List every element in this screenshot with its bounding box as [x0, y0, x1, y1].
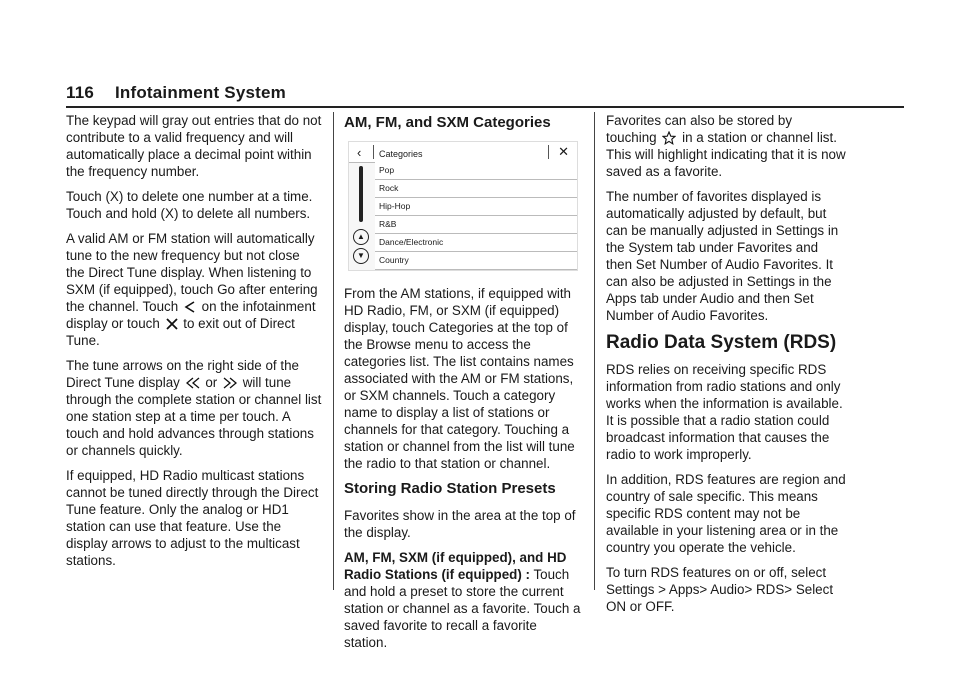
column-3: [606, 112, 846, 623]
screen-title: Categories: [379, 149, 423, 159]
column-divider: [594, 112, 595, 590]
column-2: [344, 112, 582, 659]
list-item: Dance/Electronic: [375, 234, 577, 252]
list-item: Hip-Hop: [375, 198, 577, 216]
tune-up-icon: [223, 377, 237, 389]
text: to exit out of Direct Tune.: [66, 316, 295, 348]
paragraph: [66, 357, 322, 459]
paragraph: The keypad will gray out entries that do not contribute to a valid frequency and will automatically place a decimal point within the frequency number.: [66, 113, 322, 179]
category-list: [375, 162, 577, 270]
list-item: Rock: [375, 180, 577, 198]
list-item: R&B: [375, 216, 577, 234]
paragraph: Touch (X) to delete one number at a time. Touch and hold (X) to delete all numbers.: [66, 189, 313, 221]
column-1: [66, 112, 322, 577]
screen-title-bar: [349, 142, 577, 163]
paragraph: [66, 230, 322, 349]
paragraph: If equipped, HD Radio multicast stations cannot be tuned directly through the Direct Tune feature. Only the analog or HD1 station can use that feature. Use the display arrows to adjust to the multicast stations.: [66, 468, 319, 568]
list-item: Pop: [375, 162, 577, 180]
paragraph: In addition, RDS features are region and country of sale specific. This means specific RDS content may not be available in your listening area or in the country you operate the vehicle.: [606, 472, 846, 555]
text: in a station or channel list. This will highlight indicating that it is now saved as a favorite.: [606, 130, 846, 179]
section-title: Infotainment System: [114, 83, 286, 102]
paragraph: [344, 549, 582, 651]
divider: [373, 145, 374, 159]
subsection-heading: Storing Radio Station Presets: [344, 480, 556, 497]
list-item: Country: [375, 252, 577, 270]
scroll-bar: [359, 166, 363, 222]
page-header: [66, 83, 286, 103]
star-icon: [662, 131, 676, 145]
close-icon: [166, 318, 178, 330]
paragraph: To turn RDS features on or off, select Settings > Apps> Audio> RDS> Select ON or OFF.: [606, 565, 834, 614]
header-rule: [66, 106, 904, 108]
back-arrow-icon: ‹: [357, 145, 362, 160]
text: will tune through the complete station or channel list one station step at a time per touch. A touch and hold advances through stations or channels quickly.: [66, 375, 322, 458]
text: A valid AM or FM station will automatically tune to the new frequency but not close the Direct Tune display. When listening to SXM (if equipped), touch Go after entering the channel. Touch: [66, 231, 318, 314]
text: or: [205, 375, 218, 390]
text: The tune arrows on the right side of the Direct Tune display: [66, 358, 299, 390]
categories-screen-figure: [348, 141, 578, 271]
text: on the infotainment display or touch: [66, 299, 316, 331]
divider: [548, 145, 549, 159]
text: Favorites can also be stored by touching: [606, 113, 793, 145]
page-number: 116: [66, 83, 95, 102]
paragraph: [606, 112, 846, 180]
scroll-down-icon: ▼: [353, 248, 369, 264]
paragraph: Favorites show in the area at the top of the display.: [344, 508, 576, 540]
text: Touch and hold a preset to store the current station or channel as a favorite. Touch a saved favorite to recall a favorite station.: [344, 567, 581, 650]
paragraph: The number of favorites displayed is automatically adjusted by default, but can be manually adjusted in Settings in the System tab under Favorites and then Set Number of Audio Favorites. It can also be adjusted in Settings in the Apps tab under Audio and then Set Number of Audio Favorites.: [606, 189, 839, 323]
tune-down-icon: [186, 377, 200, 389]
bold-lead: AM, FM, SXM (if equipped), and HD Radio Stations (if equipped) :: [344, 550, 567, 582]
back-arrow-icon: [184, 301, 196, 313]
paragraph: From the AM stations, if equipped with HD Radio, FM, or SXM (if equipped) display, touch Categories at the top of the Browse menu to access the categories list. The list contains names associated with the AM or FM stations, or SXM channels. Touch a category name to display a list of stations or channels for that category. Touching a station or channel from the list will tune the radio to that station or channel.: [344, 286, 575, 471]
scroll-up-icon: ▲: [353, 229, 369, 245]
section-heading: Radio Data System (RDS): [606, 332, 837, 353]
section-heading: AM, FM, and SXM Categories: [344, 114, 551, 131]
close-icon: ✕: [558, 144, 569, 159]
paragraph: RDS relies on receiving specific RDS information from radio stations and only works when the information is available. It is possible that a radio station could broadcast information that causes the radio to work improperly.: [606, 362, 843, 462]
column-divider: [333, 112, 334, 590]
